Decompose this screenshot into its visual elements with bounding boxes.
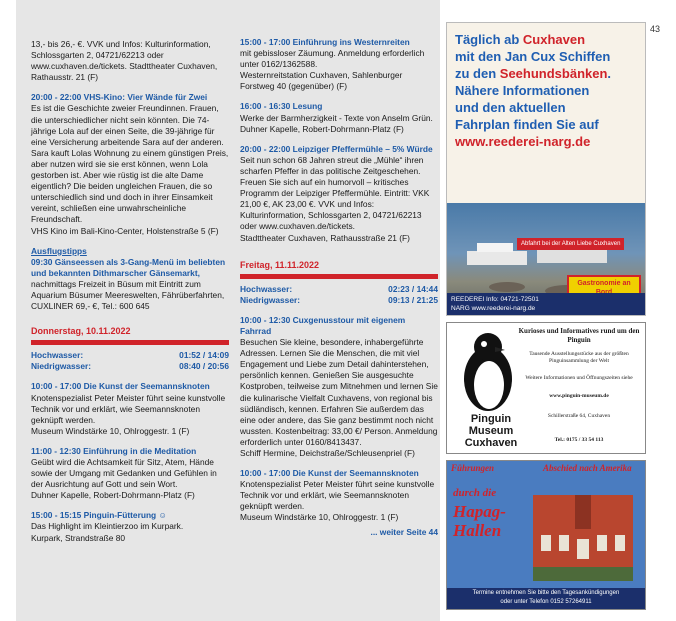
ad-gastronomy-badge: Gastronomie an bbox=[567, 275, 641, 301]
event-location: VHS Kino im Bali-Kino-Center, Holstenstraße 5 (F) bbox=[31, 225, 219, 236]
ad-reederei-narg[interactable] bbox=[446, 22, 646, 316]
intro-text: 13,- bis 26,- €. VVK und Infos: Kulturinformation, Schlossgarten 2, 04721/62213 oder www.cuxhaven.de/tickets. Stadttheater Cuxhaven, Rathausstr. 21 (F) bbox=[31, 39, 218, 83]
ad-hapag-hallen[interactable] bbox=[446, 460, 646, 610]
section-title-ausflugstipps: Ausflugstipps bbox=[31, 245, 87, 256]
event-body: Werke der Barmherzigkeit - Texte von Anselm Grün. bbox=[240, 112, 433, 123]
event-seemannsknoten-friday bbox=[240, 468, 438, 523]
day-heading-thursday: Donnerstag, 10.11.2022 bbox=[31, 326, 131, 337]
penguin-icon bbox=[453, 327, 523, 415]
event-meditation bbox=[31, 446, 229, 501]
event-body: Knotenspezialist Peter Meister führt seine kunstvolle Technik vor und erklärt, wie Seemannsknoten geknüpft werden. bbox=[240, 479, 435, 512]
event-location: Westernreitstation Cuxhaven, Sahlenburger Forstweg 40 (gegenüber) (F) bbox=[240, 70, 403, 92]
tide-value: 08:40 / 20:56 bbox=[179, 361, 229, 372]
tide-low bbox=[31, 361, 229, 372]
event-body: Geübt wird die Achtsamkeit für Sitz, Atem, Hände sowie der Umgang mit Gedanken und Gefühlen in der Ausrichtung auf Gott und sein Wort. bbox=[31, 457, 217, 490]
museum-logo-text: Pinguin Museum Cuxhaven bbox=[464, 413, 518, 449]
tide-label: Niedrigwasser: bbox=[31, 361, 92, 372]
event-heading: 10:00 - 12:30 Cuxgenusstour mit eigenem Fahrrad bbox=[240, 314, 406, 336]
event-body: Besuchen Sie kleine, besondere, inhabergeführte Adressen. Lernen Sie die Menschen, die mit viel Engagement und Liebe zum Detail dahinterstehen, persönlich kennen. Genießen Sie ausgesuchte Kostproben, teilweise zum Mitnehmen und lernen Sie die kulinarische Vielfalt Cuxhavens, von regional bis südländisch, kennen. Erfahren Sie außerdem das eine oder andere, das Sie ganz bestimmt noch nicht wussten. Kostenbeitrag: 33,00 €/ Person. Anmeldung erforderlich unter 0160/8413437. bbox=[240, 337, 438, 447]
event-heading: 15:00 - 15:15 Pinguin-Fütterung ☺ bbox=[31, 510, 168, 521]
event-vhs-kino bbox=[31, 92, 229, 236]
event-heading: 15:00 - 17:00 Einführung ins Westernreiten bbox=[240, 37, 410, 47]
ad-url[interactable]: www.pinguin-museum.de bbox=[549, 393, 609, 399]
tide-value: 01:52 / 14:09 bbox=[179, 350, 229, 361]
event-cuxgenusstour bbox=[240, 315, 438, 459]
tide-high bbox=[31, 350, 229, 361]
event-body: mit gebissloser Zäumung. Anmeldung erforderlich unter 0162/1362588. bbox=[240, 48, 425, 70]
ad-url[interactable]: www.reederei-narg.de bbox=[455, 134, 591, 149]
event-westernreiten bbox=[240, 37, 438, 92]
event-pinguin-fuetterung bbox=[31, 510, 229, 543]
day-divider bbox=[240, 274, 438, 279]
event-heading: 16:00 - 16:30 Lesung bbox=[240, 101, 323, 112]
event-heading: 20:00 - 22:00 Leipziger Pfeffermühle – 5% Würde bbox=[240, 143, 433, 154]
event-lesung bbox=[240, 101, 438, 134]
ad-footer: Termine entnehmen Sie bitte den Tagesankündigungen oder unter Telefon 0152 57264911 bbox=[447, 588, 645, 609]
ad-headline: Täglich ab Cuxhaven mit den Jan Cux Schiffen zu den Seehundsbänken. Nähere Informationen und den aktuellen Fahrplan finden Sie auf www.reederei-narg.de bbox=[455, 31, 641, 150]
event-body: Das Highlight im Kleintierzoo im Kurpark. bbox=[31, 521, 184, 532]
left-column bbox=[16, 0, 230, 621]
ad-subtitle: Abschied nach Amerika bbox=[543, 463, 632, 473]
event-seemannsknoten bbox=[31, 381, 229, 436]
event-heading: 20:00 - 22:00 VHS-Kino: Vier Wände für Zwei bbox=[31, 92, 208, 103]
ad-headline: durch die Hapag- Hallen bbox=[453, 487, 506, 540]
ad-departure-tag: Abfahrt bei der Alten Liebe Cuxhaven bbox=[517, 238, 624, 250]
ad-footer: REEDEREI Info: 04721-72501 NARG www.reederei-narg.de bbox=[447, 293, 645, 315]
building-image bbox=[533, 495, 633, 581]
event-location: Museum Windstärke 10, Ohlroggestr. 1 (F) bbox=[31, 425, 190, 436]
event-gaenseessen bbox=[31, 257, 229, 312]
event-heading: 11:00 - 12:30 Einführung in die Meditation bbox=[31, 445, 197, 456]
tide-label: Hochwasser: bbox=[31, 350, 84, 361]
event-body: nachmittags Freizeit in Büsum mit Eintritt zum Aquarium Büsumer Meereswelten, Fährüberfahrten, CUXLINER 69,- €, Tel.: 600 645 bbox=[31, 278, 225, 312]
event-location: Stadttheater Cuxhaven, Rathausstraße 21 (F) bbox=[240, 232, 410, 243]
tide-value: 02:23 / 14:44 bbox=[388, 283, 438, 294]
event-location: Duhner Kapelle, Robert-Dohrmann-Platz (F) bbox=[240, 123, 404, 134]
event-heading: 09:30 Gänseessen als 3-Gang-Menü im beliebten und bekannten Dithmarscher Gänsemarkt, bbox=[31, 256, 226, 278]
event-pfeffermuehle bbox=[240, 144, 438, 244]
event-heading: 10:00 - 17:00 Die Kunst der Seemannsknoten bbox=[31, 381, 210, 392]
middle-column bbox=[230, 0, 440, 621]
event-location: Museum Windstärke 10, Ohlroggestr. 1 (F) bbox=[240, 512, 399, 523]
tide-label: Niedrigwasser: bbox=[240, 294, 301, 305]
day-divider bbox=[31, 340, 229, 345]
ad-title: Kurioses und Informatives rund um den Pinguin bbox=[518, 327, 640, 344]
tide-low bbox=[240, 295, 438, 306]
ad-title: Führungen bbox=[451, 463, 495, 473]
event-body: Knotenspezialist Peter Meister führt seine kunstvolle Technik vor und erklärt, wie Seemannsknoten geknüpft werden. bbox=[31, 392, 226, 425]
event-heading: 10:00 - 17:00 Die Kunst der Seemannsknoten bbox=[240, 468, 419, 479]
tide-high bbox=[240, 284, 438, 295]
event-body: Seit nun schon 68 Jahren streut die „Mühle“ ihren scharfen Pfeffer in das politische Zeitgeschehen. Freuen Sie sich auf ein humorvoll – kritisches Programm der Leipziger Pfeffermühle. Eintritt: VKK 21,00 €, AK 23,00 €. VVK und Infos: Kulturinformation, Schlossgarten 2, 04721/62213 oder www.cuxhaven.de/tickets. bbox=[240, 154, 430, 232]
day-heading-friday: Freitag, 11.11.2022 bbox=[240, 259, 320, 270]
event-location: Kurpark, Strandstraße 80 bbox=[31, 532, 126, 543]
event-location: Schiff Hermine, Deichstraße/Schleusenpriel (F) bbox=[240, 448, 415, 458]
event-body: Es ist die Geschichte zweier Freundinnen. Frauen, die unterschiedlicher nicht sein könnten. Die 74-jährige Lola auf der einen Seite, die 39-jährige für eine Versicherung arbeitende Sara auf der anderen. Sara kauft Lolas Wohnung zu einem günstigen Preis, aber nutzen wird sie sie erst können, wenn Lola gestorben ist. Aber wie rüstig ist die alte Dame eigentlich? Die beiden ungleichen Frauen, die so unterschiedlich sind und doch in ihrer Einsamkeit vereint, schließen eine unwahrscheinliche Freundschaft. bbox=[31, 103, 229, 225]
event-location: Duhner Kapelle, Robert-Dohrmann-Platz (F) bbox=[31, 490, 195, 501]
continued-link[interactable]: ... weiter Seite 44 bbox=[370, 526, 438, 537]
page-number: 43 bbox=[650, 24, 661, 34]
tide-label: Hochwasser: bbox=[240, 283, 293, 294]
tide-value: 09:13 / 21:25 bbox=[388, 294, 438, 305]
ad-pinguin-museum[interactable]: Pinguin Museum Cuxhaven Kurioses und Informatives rund um den Pinguin Tausende Ausstellungsstücke aus der größten Pinguinsammlung der Welt Weitere Informationen und Öffnungszeiten siehe www.pinguin-museum.de Schillerstraße 64, Cuxhaven Tel.: 0175 / 33 54 113 bbox=[446, 322, 646, 454]
